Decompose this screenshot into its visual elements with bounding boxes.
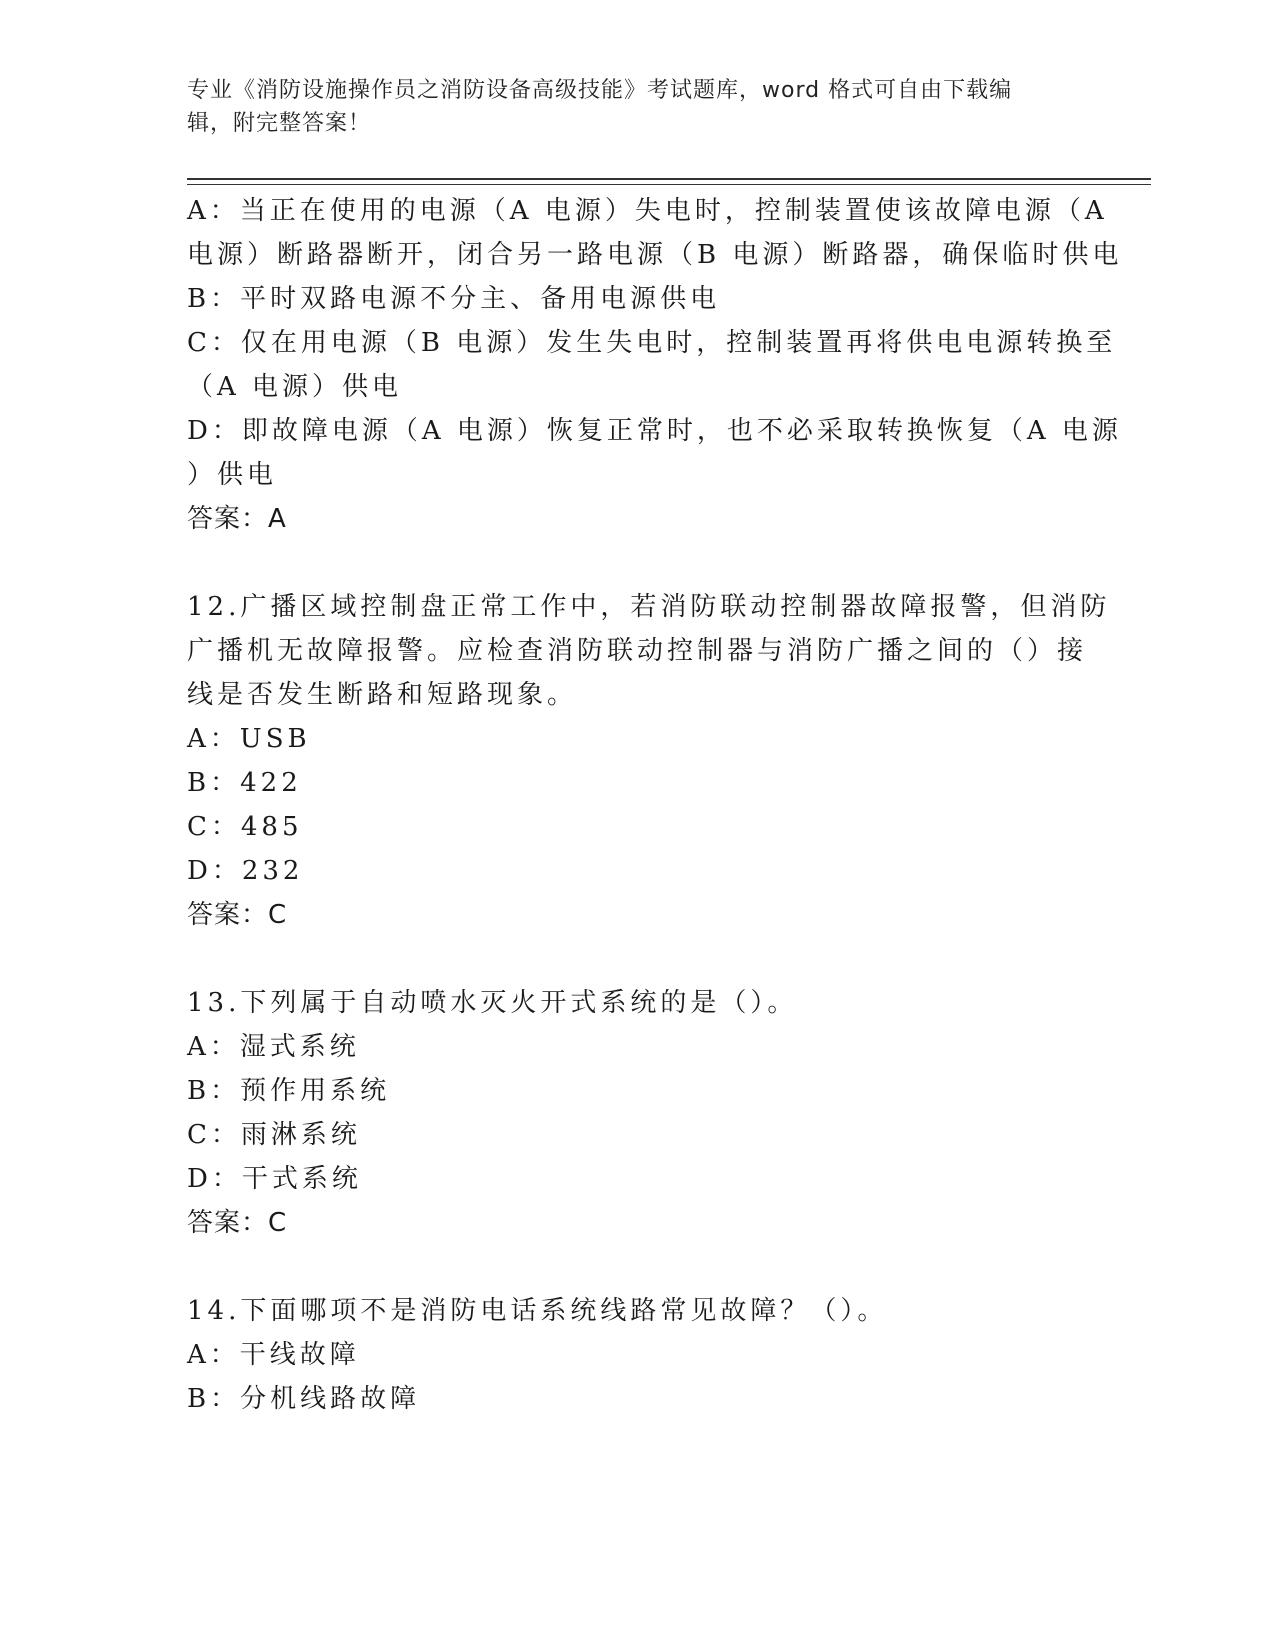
- q13-answer: 答案：C: [187, 1208, 288, 1238]
- header-line-1: 专业《消防设施操作员之消防设备高级技能》考试题库，word 格式可自由下载编: [187, 78, 1013, 103]
- header-rule-thick: [187, 178, 1151, 180]
- q12-option-a: A：USB: [187, 724, 311, 754]
- q13-question: 13.下列属于自动喷水灭火开式系统的是（）。: [187, 988, 798, 1018]
- q11-option-d-line-2: ）供电: [187, 460, 278, 490]
- q12-option-d: D：232: [187, 856, 304, 886]
- q11-option-a-line-2: 电源）断路器断开，闭合另一路电源（B 电源）断路器，确保临时供电: [187, 240, 1123, 270]
- q11-option-a-line-1: A：当正在使用的电源（A 电源）失电时，控制装置使该故障电源（A: [187, 196, 1108, 226]
- q11-option-b: B：平时双路电源不分主、备用电源供电: [187, 284, 721, 314]
- q12-question-line-1: 12.广播区域控制盘正常工作中，若消防联动控制器故障报警，但消防: [187, 592, 1111, 622]
- q13-option-a: A：湿式系统: [187, 1032, 360, 1062]
- q14-option-a: A：干线故障: [187, 1340, 360, 1370]
- document-header: [187, 74, 1067, 140]
- q13-option-b: B：预作用系统: [187, 1076, 391, 1106]
- q12-option-c: C：485: [187, 812, 303, 842]
- q11-option-c-line-2: （A 电源）供电: [187, 372, 403, 402]
- q11-option-c-line-1: C：仅在用电源（B 电源）发生失电时，控制装置再将供电电源转换至: [187, 328, 1117, 358]
- q12-option-b: B：422: [187, 768, 302, 798]
- q12-question-line-2: 广播机无故障报警。应检查消防联动控制器与消防广播之间的（）接: [187, 636, 1088, 666]
- q12-answer: 答案：C: [187, 900, 288, 930]
- q13-option-c: C：雨淋系统: [187, 1120, 361, 1150]
- q14-option-b: B：分机线路故障: [187, 1384, 421, 1414]
- header-rule-thin: [187, 184, 1151, 185]
- q12-question-line-3: 线是否发生断路和短路现象。: [187, 680, 578, 710]
- q13-option-d: D：干式系统: [187, 1164, 362, 1194]
- q11-option-d-line-1: D：即故障电源（A 电源）恢复正常时，也不必采取转换恢复（A 电源: [187, 416, 1122, 446]
- q14-question: 14.下面哪项不是消防电话系统线路常见故障？（）。: [187, 1296, 888, 1326]
- q11-answer: 答案：A: [187, 504, 287, 534]
- header-line-2: 辑，附完整答案！: [187, 111, 372, 136]
